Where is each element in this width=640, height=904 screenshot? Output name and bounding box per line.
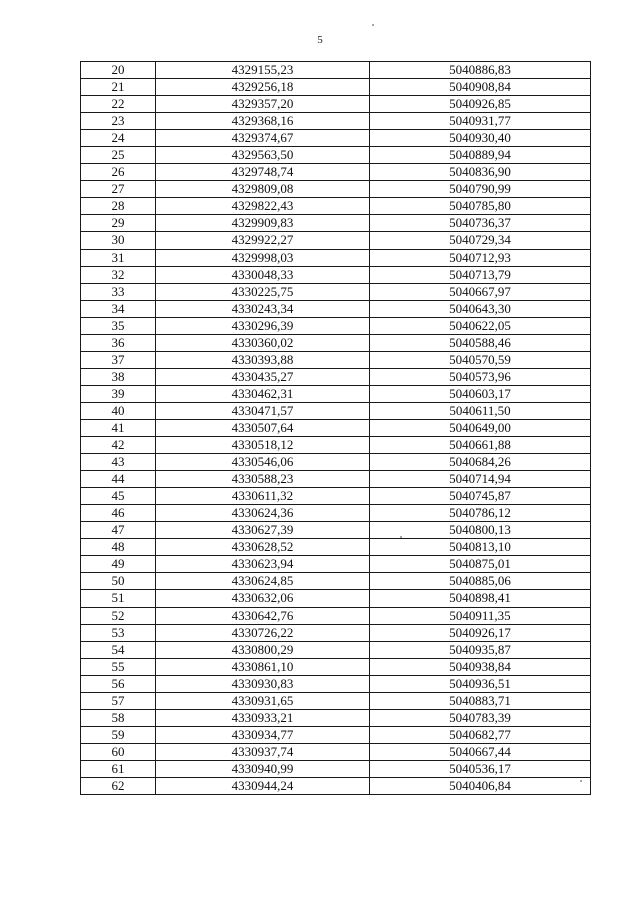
y-coordinate-cell: 5040536,17 <box>370 760 591 777</box>
x-coordinate-cell: 4330624,85 <box>156 573 370 590</box>
point-number-cell: 55 <box>81 658 156 675</box>
table-row <box>81 147 591 164</box>
point-number-cell: 25 <box>81 147 156 164</box>
x-coordinate-cell: 4329909,83 <box>156 215 370 232</box>
table-row <box>81 522 591 539</box>
y-coordinate-cell: 5040931,77 <box>370 113 591 130</box>
scan-speck <box>372 24 374 26</box>
point-number-cell: 44 <box>81 471 156 488</box>
y-coordinate-cell: 5040800,13 <box>370 522 591 539</box>
y-coordinate-cell: 5040930,40 <box>370 130 591 147</box>
y-coordinate-cell: 5040570,59 <box>370 351 591 368</box>
table-row <box>81 573 591 590</box>
point-number-cell: 26 <box>81 164 156 181</box>
x-coordinate-cell: 4330518,12 <box>156 437 370 454</box>
coordinates-table <box>80 61 591 795</box>
y-coordinate-cell: 5040682,77 <box>370 726 591 743</box>
y-coordinate-cell: 5040883,71 <box>370 692 591 709</box>
y-coordinate-cell: 5040936,51 <box>370 675 591 692</box>
y-coordinate-cell: 5040889,94 <box>370 147 591 164</box>
x-coordinate-cell: 4330628,52 <box>156 539 370 556</box>
y-coordinate-cell: 5040790,99 <box>370 181 591 198</box>
y-coordinate-cell: 5040603,17 <box>370 385 591 402</box>
x-coordinate-cell: 4329374,67 <box>156 130 370 147</box>
x-coordinate-cell: 4330861,10 <box>156 658 370 675</box>
y-coordinate-cell: 5040573,96 <box>370 368 591 385</box>
table-row <box>81 709 591 726</box>
point-number-cell: 20 <box>81 62 156 79</box>
x-coordinate-cell: 4330393,88 <box>156 351 370 368</box>
y-coordinate-cell: 5040898,41 <box>370 590 591 607</box>
table-row <box>81 675 591 692</box>
table-row <box>81 539 591 556</box>
x-coordinate-cell: 4330933,21 <box>156 709 370 726</box>
x-coordinate-cell: 4329822,43 <box>156 198 370 215</box>
table-row <box>81 454 591 471</box>
y-coordinate-cell: 5040661,88 <box>370 437 591 454</box>
coordinates-table-body <box>81 62 591 795</box>
point-number-cell: 60 <box>81 743 156 760</box>
x-coordinate-cell: 4330944,24 <box>156 777 370 794</box>
table-row <box>81 437 591 454</box>
x-coordinate-cell: 4330048,33 <box>156 266 370 283</box>
table-row <box>81 760 591 777</box>
x-coordinate-cell: 4329563,50 <box>156 147 370 164</box>
table-row <box>81 215 591 232</box>
point-number-cell: 34 <box>81 300 156 317</box>
x-coordinate-cell: 4330507,64 <box>156 419 370 436</box>
table-row <box>81 317 591 334</box>
y-coordinate-cell: 5040783,39 <box>370 709 591 726</box>
point-number-cell: 29 <box>81 215 156 232</box>
y-coordinate-cell: 5040926,17 <box>370 624 591 641</box>
point-number-cell: 32 <box>81 266 156 283</box>
point-number-cell: 22 <box>81 96 156 113</box>
table-row <box>81 402 591 419</box>
x-coordinate-cell: 4329256,18 <box>156 79 370 96</box>
table-row <box>81 164 591 181</box>
x-coordinate-cell: 4329809,08 <box>156 181 370 198</box>
y-coordinate-cell: 5040667,44 <box>370 743 591 760</box>
point-number-cell: 46 <box>81 505 156 522</box>
x-coordinate-cell: 4330934,77 <box>156 726 370 743</box>
x-coordinate-cell: 4330623,94 <box>156 556 370 573</box>
x-coordinate-cell: 4330800,29 <box>156 641 370 658</box>
table-row <box>81 130 591 147</box>
point-number-cell: 50 <box>81 573 156 590</box>
y-coordinate-cell: 5040588,46 <box>370 334 591 351</box>
table-row <box>81 743 591 760</box>
y-coordinate-cell: 5040935,87 <box>370 641 591 658</box>
table-row <box>81 556 591 573</box>
point-number-cell: 51 <box>81 590 156 607</box>
table-row <box>81 726 591 743</box>
point-number-cell: 53 <box>81 624 156 641</box>
y-coordinate-cell: 5040684,26 <box>370 454 591 471</box>
point-number-cell: 54 <box>81 641 156 658</box>
x-coordinate-cell: 4329155,23 <box>156 62 370 79</box>
x-coordinate-cell: 4330642,76 <box>156 607 370 624</box>
x-coordinate-cell: 4330611,32 <box>156 488 370 505</box>
y-coordinate-cell: 5040785,80 <box>370 198 591 215</box>
point-number-cell: 62 <box>81 777 156 794</box>
x-coordinate-cell: 4330243,34 <box>156 300 370 317</box>
point-number-cell: 57 <box>81 692 156 709</box>
point-number-cell: 21 <box>81 79 156 96</box>
page-number: 5 <box>317 34 323 46</box>
y-coordinate-cell: 5040729,34 <box>370 232 591 249</box>
table-row <box>81 249 591 266</box>
point-number-cell: 38 <box>81 368 156 385</box>
table-row <box>81 62 591 79</box>
x-coordinate-cell: 4330627,39 <box>156 522 370 539</box>
table-row <box>81 283 591 300</box>
table-row <box>81 385 591 402</box>
x-coordinate-cell: 4329748,74 <box>156 164 370 181</box>
table-row <box>81 198 591 215</box>
y-coordinate-cell: 5040885,06 <box>370 573 591 590</box>
x-coordinate-cell: 4329368,16 <box>156 113 370 130</box>
y-coordinate-cell: 5040813,10 <box>370 539 591 556</box>
y-coordinate-cell: 5040713,79 <box>370 266 591 283</box>
x-coordinate-cell: 4330930,83 <box>156 675 370 692</box>
table-row <box>81 505 591 522</box>
y-coordinate-cell: 5040649,00 <box>370 419 591 436</box>
table-row <box>81 607 591 624</box>
point-number-cell: 40 <box>81 402 156 419</box>
y-coordinate-cell: 5040406,84 <box>370 777 591 794</box>
y-coordinate-cell: 5040736,37 <box>370 215 591 232</box>
table-row <box>81 232 591 249</box>
table-row <box>81 658 591 675</box>
x-coordinate-cell: 4330931,65 <box>156 692 370 709</box>
table-row <box>81 419 591 436</box>
x-coordinate-cell: 4330296,39 <box>156 317 370 334</box>
point-number-cell: 52 <box>81 607 156 624</box>
y-coordinate-cell: 5040875,01 <box>370 556 591 573</box>
point-number-cell: 37 <box>81 351 156 368</box>
y-coordinate-cell: 5040938,84 <box>370 658 591 675</box>
point-number-cell: 33 <box>81 283 156 300</box>
table-row <box>81 692 591 709</box>
point-number-cell: 24 <box>81 130 156 147</box>
y-coordinate-cell: 5040886,83 <box>370 62 591 79</box>
table-row <box>81 777 591 794</box>
table-row <box>81 300 591 317</box>
table-row <box>81 266 591 283</box>
y-coordinate-cell: 5040622,05 <box>370 317 591 334</box>
table-row <box>81 624 591 641</box>
point-number-cell: 56 <box>81 675 156 692</box>
x-coordinate-cell: 4330937,74 <box>156 743 370 760</box>
table-row <box>81 351 591 368</box>
y-coordinate-cell: 5040712,93 <box>370 249 591 266</box>
y-coordinate-cell: 5040911,35 <box>370 607 591 624</box>
x-coordinate-cell: 4329357,20 <box>156 96 370 113</box>
table-row <box>81 181 591 198</box>
x-coordinate-cell: 4330588,23 <box>156 471 370 488</box>
point-number-cell: 23 <box>81 113 156 130</box>
x-coordinate-cell: 4330360,02 <box>156 334 370 351</box>
table-row <box>81 488 591 505</box>
point-number-cell: 47 <box>81 522 156 539</box>
table-row <box>81 334 591 351</box>
y-coordinate-cell: 5040926,85 <box>370 96 591 113</box>
table-row <box>81 113 591 130</box>
point-number-cell: 27 <box>81 181 156 198</box>
x-coordinate-cell: 4330940,99 <box>156 760 370 777</box>
scan-speck <box>580 780 582 782</box>
x-coordinate-cell: 4330624,36 <box>156 505 370 522</box>
x-coordinate-cell: 4330726,22 <box>156 624 370 641</box>
table-row <box>81 641 591 658</box>
point-number-cell: 43 <box>81 454 156 471</box>
y-coordinate-cell: 5040611,50 <box>370 402 591 419</box>
point-number-cell: 31 <box>81 249 156 266</box>
y-coordinate-cell: 5040643,30 <box>370 300 591 317</box>
point-number-cell: 42 <box>81 437 156 454</box>
x-coordinate-cell: 4330546,06 <box>156 454 370 471</box>
table-row <box>81 96 591 113</box>
table-row <box>81 368 591 385</box>
point-number-cell: 58 <box>81 709 156 726</box>
x-coordinate-cell: 4330471,57 <box>156 402 370 419</box>
x-coordinate-cell: 4330462,31 <box>156 385 370 402</box>
y-coordinate-cell: 5040786,12 <box>370 505 591 522</box>
y-coordinate-cell: 5040745,87 <box>370 488 591 505</box>
point-number-cell: 39 <box>81 385 156 402</box>
y-coordinate-cell: 5040836,90 <box>370 164 591 181</box>
table-row <box>81 471 591 488</box>
point-number-cell: 59 <box>81 726 156 743</box>
scan-speck <box>400 536 402 538</box>
x-coordinate-cell: 4330225,75 <box>156 283 370 300</box>
point-number-cell: 35 <box>81 317 156 334</box>
point-number-cell: 36 <box>81 334 156 351</box>
point-number-cell: 61 <box>81 760 156 777</box>
point-number-cell: 48 <box>81 539 156 556</box>
x-coordinate-cell: 4329922,27 <box>156 232 370 249</box>
point-number-cell: 45 <box>81 488 156 505</box>
point-number-cell: 41 <box>81 419 156 436</box>
x-coordinate-cell: 4330632,06 <box>156 590 370 607</box>
point-number-cell: 28 <box>81 198 156 215</box>
y-coordinate-cell: 5040908,84 <box>370 79 591 96</box>
point-number-cell: 30 <box>81 232 156 249</box>
table-row <box>81 590 591 607</box>
point-number-cell: 49 <box>81 556 156 573</box>
y-coordinate-cell: 5040667,97 <box>370 283 591 300</box>
table-row <box>81 79 591 96</box>
x-coordinate-cell: 4329998,03 <box>156 249 370 266</box>
x-coordinate-cell: 4330435,27 <box>156 368 370 385</box>
y-coordinate-cell: 5040714,94 <box>370 471 591 488</box>
